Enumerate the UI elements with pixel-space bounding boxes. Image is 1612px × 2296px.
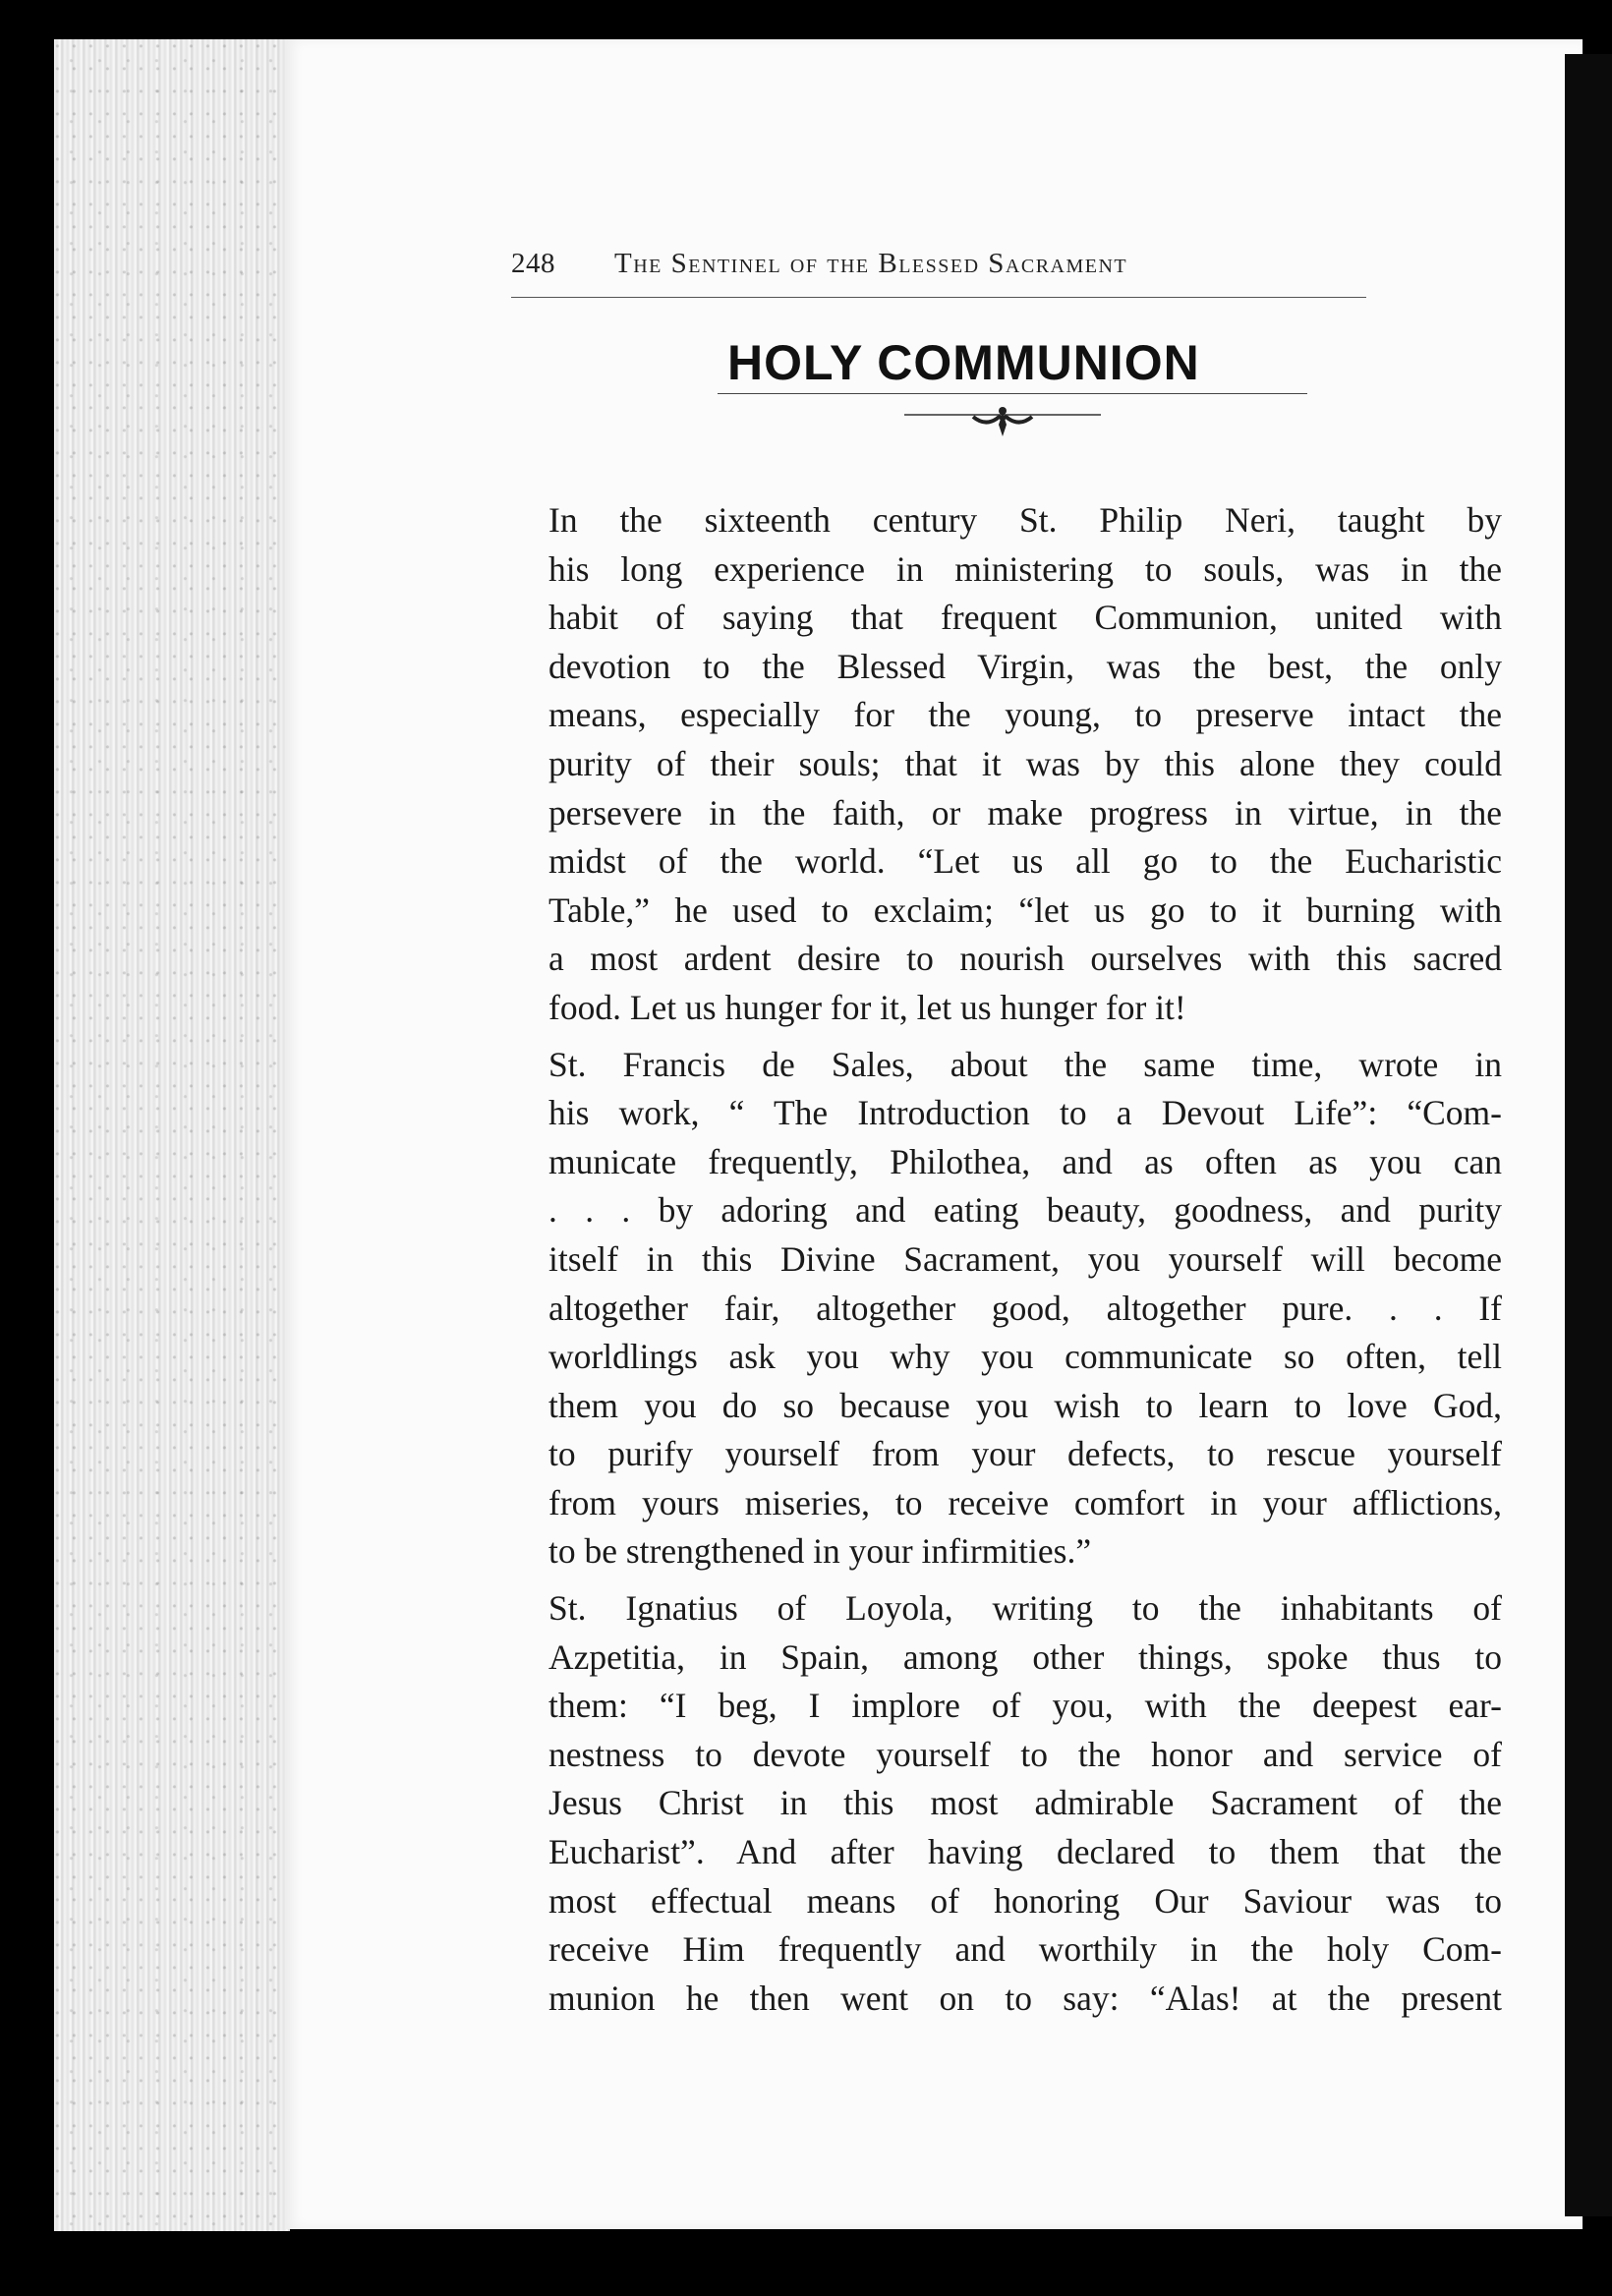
text-line: habit of saying that frequent Communion, united with — [548, 598, 1502, 638]
text-line: . . . by adoring and eating beauty, goodness, and purity — [548, 1190, 1502, 1231]
text-line: a most ardent desire to nourish ourselves with this sacred — [548, 939, 1502, 979]
text-line: Jesus Christ in this most admirable Sacrament of the — [548, 1783, 1502, 1823]
text-line: midst of the world. “Let us all go to the Eucharistic — [548, 841, 1502, 882]
text-line: devotion to the Blessed Virgin, was the best, the only — [548, 646, 1502, 686]
text-line: food. Let us hunger for it, let us hunger for it! — [548, 987, 1186, 1027]
text-line: itself in this Divine Sacrament, you yourself will become — [548, 1238, 1502, 1279]
fleuron-ornament-icon — [904, 403, 1101, 442]
text-line: munion he then went on to say: “Alas! at the present — [548, 1978, 1502, 2018]
text-line: them: “I beg, I implore of you, with the deepest ear- — [548, 1686, 1502, 1726]
text-line: worldlings ask you why you communicate so often, tell — [548, 1337, 1502, 1377]
article-body — [509, 496, 1502, 2031]
paragraph-2 — [509, 1041, 1502, 1578]
text-line: St. Ignatius of Loyola, writing to the inhabitants of — [548, 1588, 1502, 1629]
text-line: altogether fair, altogether good, altogether pure. . . If — [548, 1288, 1502, 1328]
title-rule — [718, 393, 1307, 394]
page-number: 248 — [511, 248, 555, 279]
text-line: municate frequently, Philothea, and as often as you can — [548, 1141, 1502, 1181]
text-line: his long experience in ministering to souls, was in the — [548, 548, 1502, 589]
article-title: HOLY COMMUNION — [727, 335, 1200, 390]
text-line: purity of their souls; that it was by this alone they could — [548, 743, 1502, 783]
text-line: them you do so because you wish to learn to love God, — [548, 1385, 1502, 1425]
page-edges — [54, 39, 290, 2231]
text-line: nestness to devote yourself to the honor and service of — [548, 1734, 1502, 1774]
running-header — [511, 248, 1347, 280]
text-line: St. Francis de Sales, about the same time, wrote in — [548, 1044, 1502, 1084]
paragraph-1 — [509, 496, 1502, 1033]
text-line: from yours miseries, to receive comfort in your afflictions, — [548, 1482, 1502, 1522]
text-line: his work, “ The Introduction to a Devout Life”: “Com- — [548, 1093, 1502, 1133]
header-rule — [511, 297, 1366, 298]
running-title: The Sentinel of the Blessed Sacrament — [614, 248, 1128, 279]
text-line: to purify yourself from your defects, to rescue yourself — [548, 1434, 1502, 1474]
right-page-binding — [1565, 54, 1612, 2216]
text-line: receive Him frequently and worthily in the holy Com- — [548, 1929, 1502, 1970]
text-line: to be strengthened in your infirmities.” — [548, 1531, 1092, 1572]
text-line: most effectual means of honoring Our Saviour was to — [548, 1880, 1502, 1921]
text-line: Azpetitia, in Spain, among other things, spoke thus to — [548, 1636, 1502, 1677]
text-line: Table,” he used to exclaim; “let us go to it burning with — [548, 890, 1502, 930]
text-line: Eucharist”. And after having declared to them that the — [548, 1832, 1502, 1872]
text-line: means, especially for the young, to preserve intact the — [548, 695, 1502, 735]
text-line: persevere in the faith, or make progress in virtue, in the — [548, 792, 1502, 832]
paragraph-3 — [509, 1584, 1502, 2023]
text-line: In the sixteenth century St. Philip Neri, taught by — [548, 500, 1502, 540]
